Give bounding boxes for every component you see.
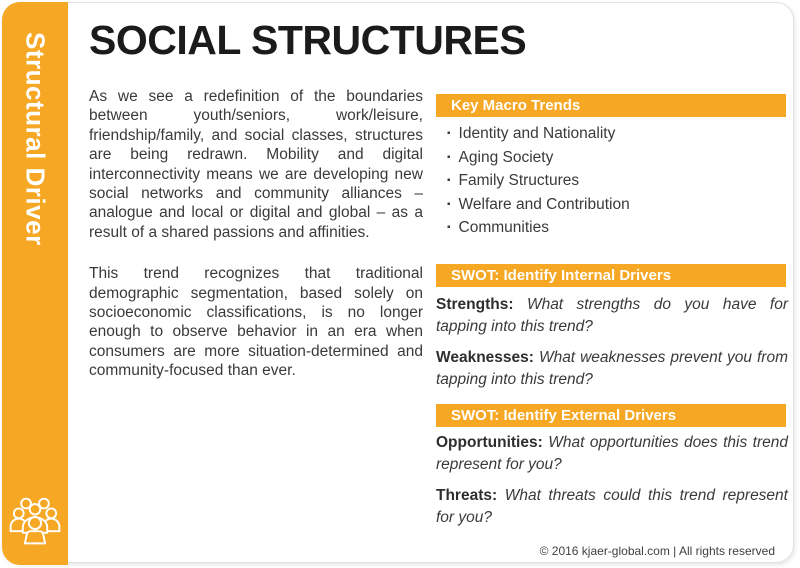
swot-question: What weaknesses prevent you from tapping into this trend? <box>436 349 789 388</box>
macro-trends-list <box>447 123 787 241</box>
macro-trends-header: Key Macro Trends <box>436 94 786 117</box>
swot-external-header: SWOT: Identify External Drivers <box>436 404 786 427</box>
people-group-icon <box>9 493 61 545</box>
trend-item-label: Communities <box>458 219 549 236</box>
list-item <box>447 170 787 194</box>
copyright-notice: © 2016 kjaer-global.com | All rights reserved <box>539 544 775 558</box>
swot-label: Opportunities: <box>436 434 543 451</box>
list-item <box>447 147 787 171</box>
swot-entry-weaknesses <box>436 347 788 390</box>
swot-question: What strengths do you have for tapping into this trend? <box>436 296 788 335</box>
bullet-icon: ▪ <box>447 198 451 210</box>
bullet-icon: ▪ <box>447 128 451 139</box>
swot-external-body <box>436 432 788 538</box>
driver-type-label: Structural Driver <box>20 32 51 246</box>
description-paragraph-1: As we see a redefinition of the boundaries between youth/seniors, work/leisure, friendship/family, and social classes, structures are being redrawn. Mobility and digital interconnectivity means we are developing new social networks and community alliances – analogue and local or digital and global – as a result of a shared passions and affinities. <box>89 88 423 241</box>
driver-sidebar <box>2 2 68 565</box>
trend-card <box>2 2 794 563</box>
swot-internal-body <box>436 294 788 400</box>
bullet-icon: ▪ <box>447 175 451 186</box>
swot-entry-threats <box>436 485 788 528</box>
trend-item-label: Family Structures <box>458 172 580 189</box>
list-item <box>447 123 787 147</box>
swot-label: Strengths: <box>436 296 514 313</box>
page-title: SOCIAL STRUCTURES <box>89 17 527 63</box>
swot-question: What opportunities does this trend represent for you? <box>436 434 789 473</box>
swot-label: Weaknesses: <box>436 349 534 366</box>
trend-item-label: Welfare and Contribution <box>458 195 630 213</box>
swot-entry-strengths <box>436 294 788 337</box>
bullet-icon: ▪ <box>447 151 451 163</box>
swot-label: Threats: <box>436 487 498 504</box>
swot-question: What threats could this trend represent for you? <box>436 487 788 526</box>
description-paragraph-2: This trend recognizes that traditional demographic segmentation, based solely on socioeconomic classifications, is no longer enough to observe behavior in an era when consumers are more situation-determined and community-focused than ever. <box>89 265 423 380</box>
trend-item-label: Identity and Nationality <box>458 125 616 142</box>
bullet-icon: ▪ <box>447 222 451 233</box>
trend-description <box>89 87 423 403</box>
trend-item-label: Aging Society <box>458 148 554 166</box>
swot-entry-opportunities <box>436 432 788 475</box>
list-item <box>447 194 787 218</box>
list-item <box>447 217 787 241</box>
swot-internal-header: SWOT: Identify Internal Drivers <box>436 264 786 287</box>
